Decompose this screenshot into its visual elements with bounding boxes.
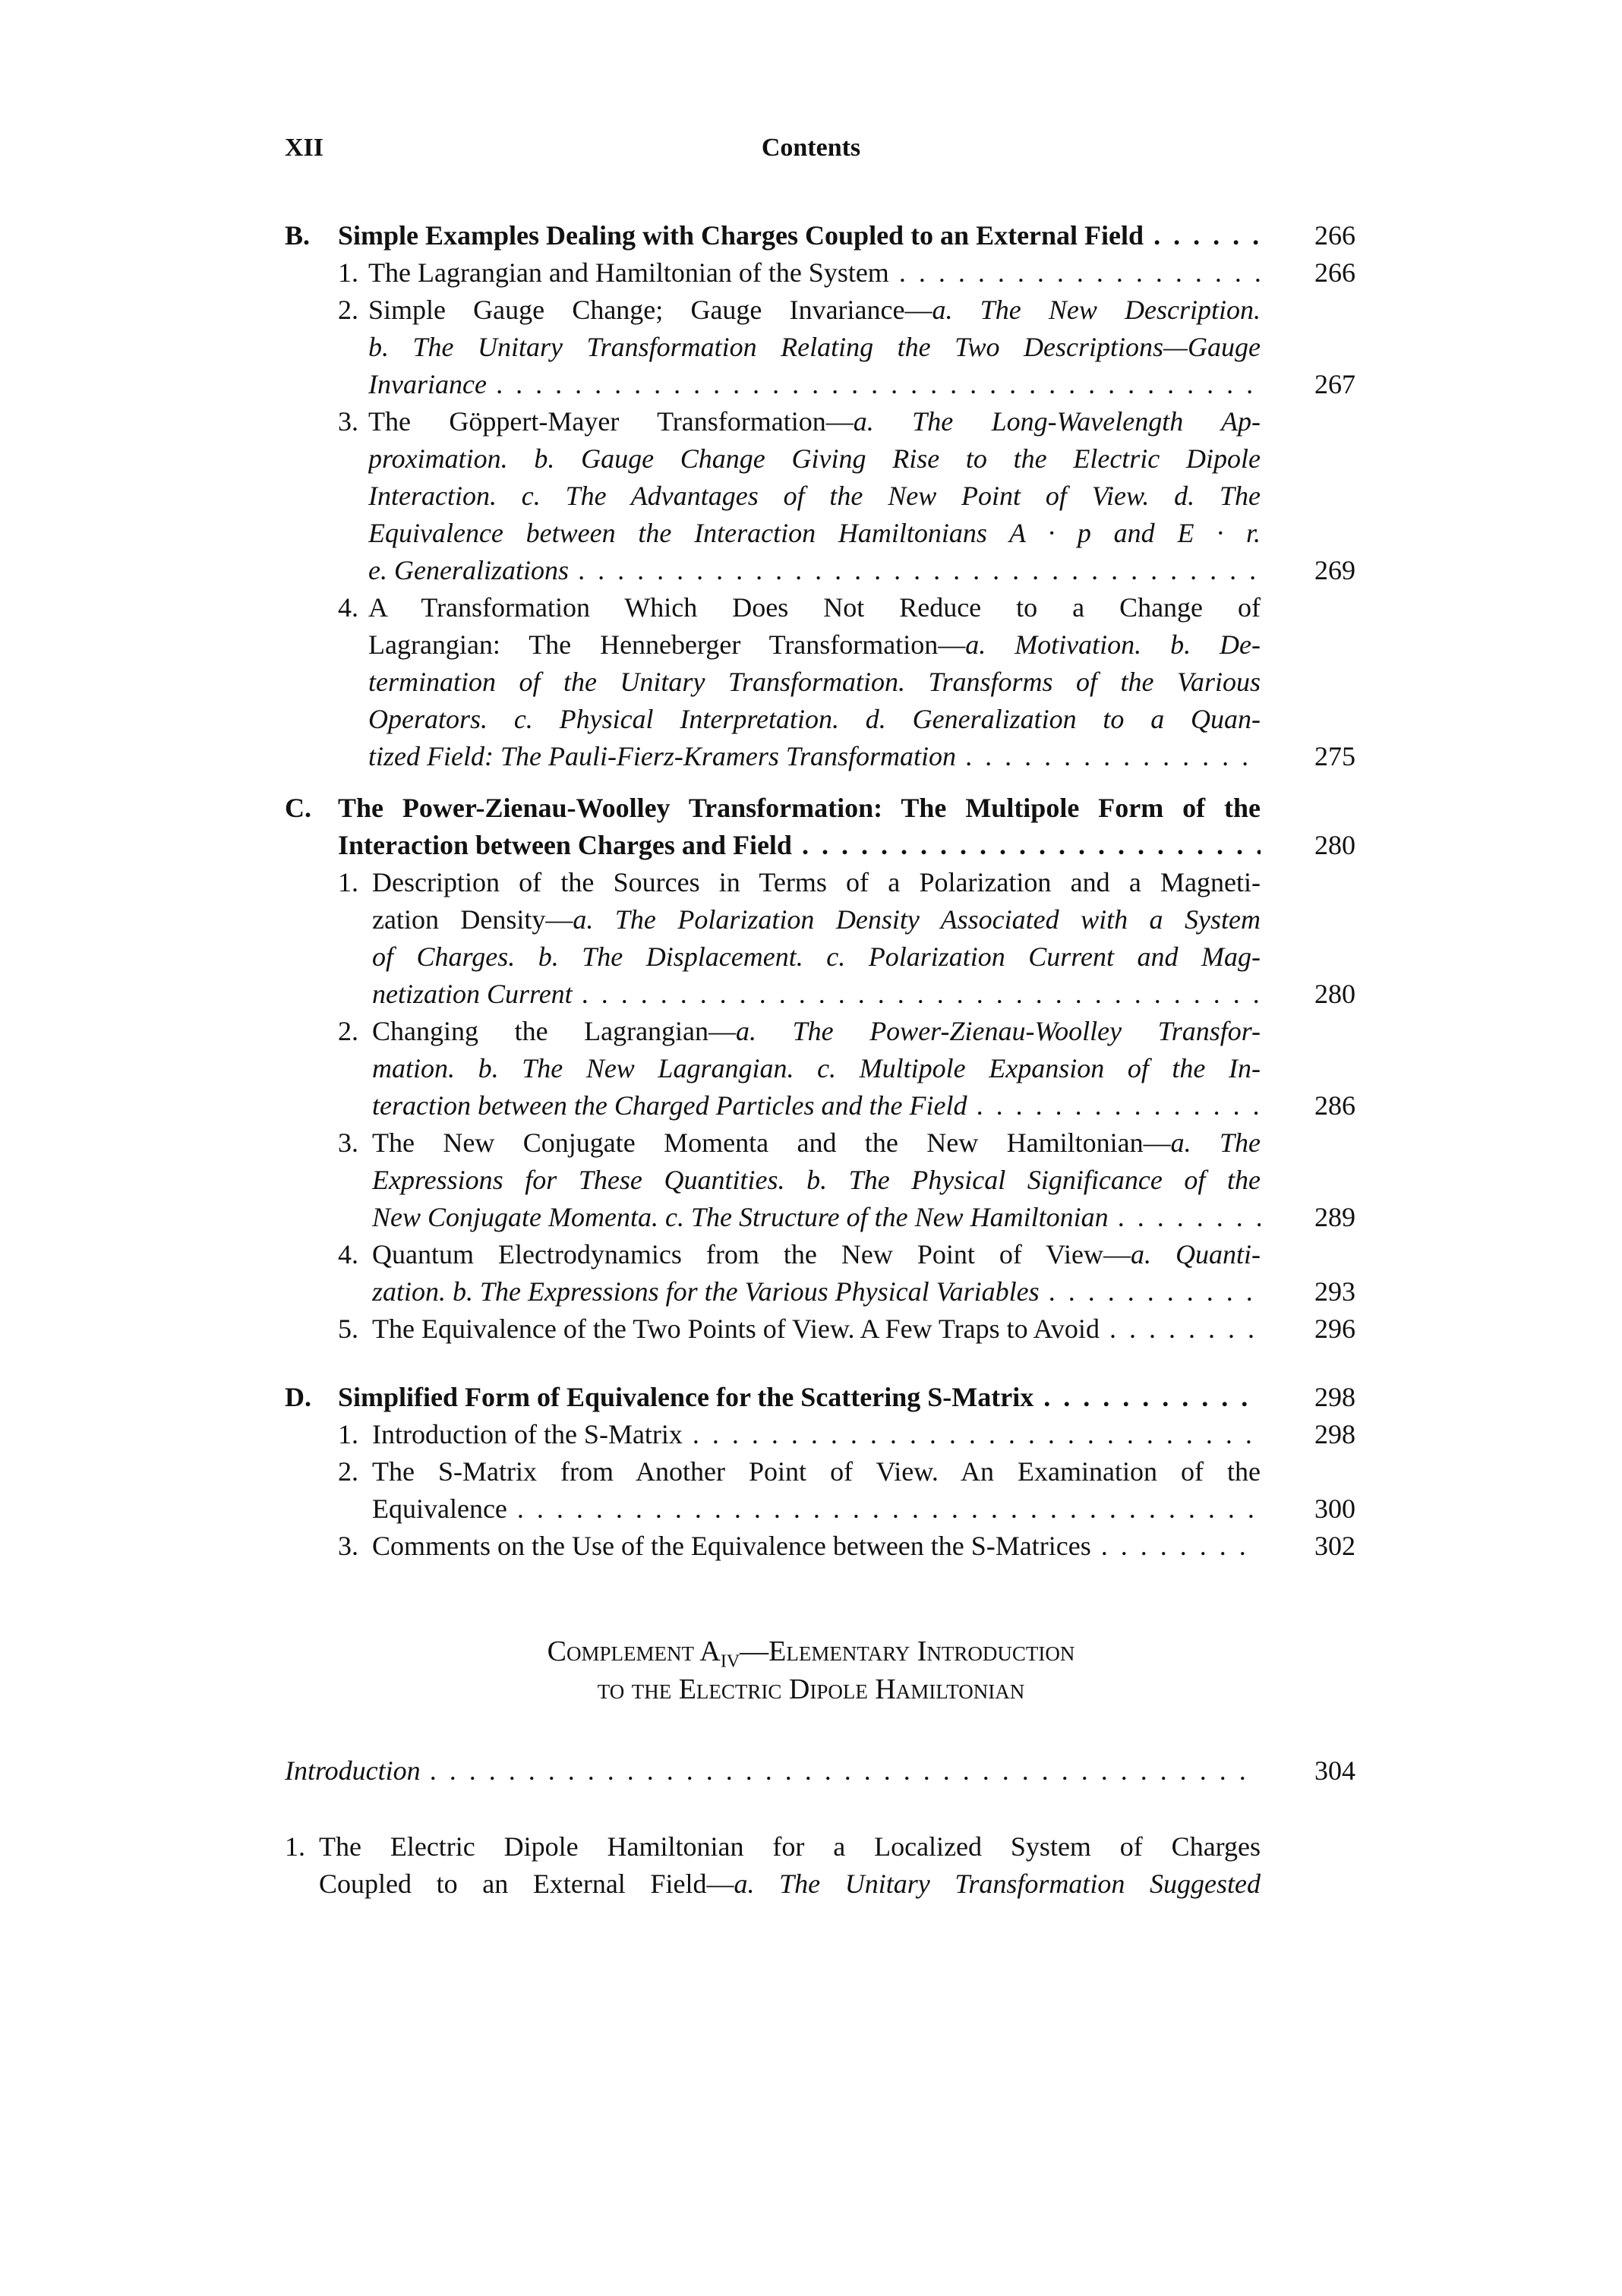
toc-entry-continued	[285, 515, 1355, 552]
entry-text-italic: tized Field: The Pauli-Fierz-Kramers Transformation . . .	[368, 741, 1261, 771]
entry-text-italic: Introduction . . .	[285, 1755, 1261, 1786]
toc-entry	[285, 1310, 1355, 1348]
entry-text: Lagrangian: The Henneberger Transformation—	[368, 629, 966, 660]
entry-text: zation Density—	[372, 904, 573, 935]
entry-text-italic: zation. b. The Expressions for the Various Physical Variables . . .	[372, 1276, 1261, 1307]
entry-text-italic: a. The Unitary Transformation Suggested	[734, 1869, 1261, 1899]
page-ref: 304	[1314, 1755, 1355, 1786]
toc-entry-continued	[285, 1050, 1355, 1087]
entry-text: Changing the Lagrangian—	[372, 1016, 737, 1046]
entry-text: The Electric Dipole Hamiltonian for a Localized System of Charges	[319, 1831, 1261, 1862]
toc-entry	[285, 1453, 1355, 1490]
complement-title-part: —Elementary Introduction	[740, 1635, 1075, 1667]
entry-number: 1.	[338, 867, 358, 897]
entry-text-italic: Invariance . . .	[368, 369, 1261, 399]
toc-entry-continued	[285, 1162, 1355, 1199]
section-b-heading	[285, 217, 1355, 254]
toc-entry	[285, 1528, 1355, 1565]
toc-entry-continued	[285, 664, 1355, 701]
entry-text-italic: netization Current . . .	[372, 979, 1261, 1009]
toc-entry-continued	[285, 1490, 1355, 1528]
page-ref: 267	[1314, 369, 1355, 399]
section-title: Interaction between Charges and Field . . .	[338, 830, 1261, 860]
section-d-heading	[285, 1379, 1355, 1416]
toc-entry-continued	[285, 478, 1355, 515]
entry-number: 4.	[338, 1239, 358, 1269]
entry-text-italic: Interaction. c. The Advantages of the New Point of View. d. The	[368, 481, 1261, 511]
page-ref: 298	[1314, 1382, 1355, 1412]
section-c-heading-continued	[285, 827, 1355, 864]
entry-text: Description of the Sources in Terms of a Polarization and a Magneti-	[372, 867, 1261, 897]
page-ref: 298	[1314, 1419, 1355, 1449]
toc-entry	[285, 403, 1355, 440]
entry-text: The New Conjugate Momenta and the New Hamiltonian—	[372, 1128, 1171, 1158]
entry-text-italic: e. Generalizations . . .	[368, 555, 1261, 585]
page-ref: 289	[1314, 1202, 1355, 1232]
entry-number: 3.	[338, 1128, 358, 1158]
entry-number: 4.	[338, 592, 358, 623]
page-ref: 286	[1314, 1090, 1355, 1121]
entry-text-italic: a. Quanti-	[1131, 1239, 1261, 1269]
entry-text-italic: proximation. b. Gauge Change Giving Rise to the Electric Dipole	[368, 443, 1261, 474]
entry-text: Coupled to an External Field—	[319, 1869, 734, 1899]
entry-text-italic: a. The New Description.	[932, 295, 1261, 325]
entry-number: 2.	[338, 295, 358, 325]
toc-entry	[285, 1752, 1355, 1790]
running-title: Contents	[761, 134, 861, 162]
page-ref: 266	[1314, 257, 1355, 288]
section-label: D.	[285, 1382, 311, 1412]
section-title: Simplified Form of Equivalence for the Scattering S-Matrix . . .	[338, 1382, 1261, 1412]
toc-entry	[285, 1013, 1355, 1050]
entry-text: Comments on the Use of the Equivalence between the S-Matrices . . .	[372, 1531, 1261, 1561]
toc-entry	[285, 292, 1355, 329]
entry-number: 2.	[338, 1016, 358, 1046]
page-ref: 266	[1314, 220, 1355, 251]
entry-text-italic: of Charges. b. The Displacement. c. Polarization Current and Mag-	[372, 941, 1261, 972]
entry-text-italic: termination of the Unitary Transformation. Transforms of the Various	[368, 667, 1261, 697]
entry-text: The Göppert-Mayer Transformation—	[368, 406, 854, 437]
entry-text-italic: Expressions for These Quantities. b. The Physical Significance of the	[372, 1165, 1261, 1195]
toc-entry	[285, 1416, 1355, 1453]
entry-number: 1.	[285, 1831, 305, 1862]
toc-entry-continued	[285, 738, 1355, 775]
toc-entry	[285, 1828, 1355, 1866]
section-c-heading	[285, 790, 1355, 827]
entry-text-italic: Operators. c. Physical Interpretation. d. Generalization to a Quan-	[368, 704, 1261, 734]
page-ref: 269	[1314, 555, 1355, 585]
page-number: XII	[285, 134, 324, 162]
toc-entry	[285, 1124, 1355, 1162]
toc-entry-continued	[285, 701, 1355, 738]
section-title: The Power-Zienau-Woolley Transformation: The Multipole Form of the	[338, 793, 1261, 823]
toc-entry	[285, 589, 1355, 626]
entry-text-italic: New Conjugate Momenta. c. The Structure of the New Hamiltonian . . .	[372, 1202, 1261, 1232]
toc-entry-continued	[285, 366, 1355, 403]
section-title: Simple Examples Dealing with Charges Coupled to an External Field . . .	[338, 220, 1261, 251]
entry-number: 5.	[338, 1314, 358, 1344]
page-ref: 293	[1314, 1276, 1355, 1307]
toc-entry-continued	[285, 976, 1355, 1013]
section-label: B.	[285, 220, 311, 251]
toc-entry-continued	[285, 938, 1355, 976]
toc-entry-continued	[285, 440, 1355, 478]
toc-entry	[285, 1236, 1355, 1273]
toc-entry-continued	[285, 552, 1355, 589]
toc-entry	[285, 254, 1355, 292]
entry-number: 1.	[338, 257, 358, 288]
entry-text-italic: a. The	[1170, 1128, 1261, 1158]
entry-text: The Lagrangian and Hamiltonian of the System . . .	[368, 257, 1261, 288]
entry-number: 3.	[338, 1531, 358, 1561]
entry-number: 3.	[338, 406, 358, 437]
entry-text-italic: Equivalence between the Interaction Hamiltonians A · p and E · r.	[368, 518, 1261, 548]
entry-text: A Transformation Which Does Not Reduce to a Change of	[368, 592, 1261, 623]
entry-text-italic: a. The Long-Wavelength Ap-	[853, 406, 1261, 437]
entry-text-italic: mation. b. The New Lagrangian. c. Multipole Expansion of the In-	[372, 1053, 1261, 1083]
toc-entry-continued	[285, 1087, 1355, 1124]
entry-text: Equivalence . . .	[372, 1493, 1261, 1524]
entry-text-italic: teraction between the Charged Particles and the Field . . .	[372, 1090, 1261, 1121]
entry-number: 2.	[338, 1456, 358, 1487]
toc-entry-continued	[285, 1199, 1355, 1236]
entry-text-italic: a. Motivation. b. De-	[965, 629, 1261, 660]
page-ref: 280	[1314, 830, 1355, 860]
entry-text-italic: a. The Polarization Density Associated with a System	[573, 904, 1261, 935]
page-ref: 300	[1314, 1493, 1355, 1524]
page-ref: 280	[1314, 979, 1355, 1009]
toc-entry-continued	[285, 329, 1355, 366]
toc-entry	[285, 864, 1355, 901]
entry-text: Simple Gauge Change; Gauge Invariance—	[368, 295, 932, 325]
toc-entry-continued	[285, 626, 1355, 664]
page-ref: 275	[1314, 741, 1355, 771]
entry-text-italic: b. The Unitary Transformation Relating the Two Descriptions—Gauge	[368, 332, 1261, 362]
complement-title-part: Complement A	[547, 1635, 721, 1667]
entry-text: Quantum Electrodynamics from the New Point of View—	[372, 1239, 1131, 1269]
entry-text: Introduction of the S-Matrix . . .	[372, 1419, 1261, 1449]
complement-subscript: IV	[720, 1651, 740, 1672]
toc-entry-continued	[285, 901, 1355, 938]
entry-number: 1.	[338, 1419, 358, 1449]
entry-text: The Equivalence of the Two Points of View. A Few Traps to Avoid . . .	[372, 1314, 1261, 1344]
toc-entry-continued	[285, 1866, 1355, 1903]
entry-text-italic: a. The Power-Zienau-Woolley Transfor-	[736, 1016, 1261, 1046]
page-ref: 302	[1314, 1531, 1355, 1561]
page-ref: 296	[1314, 1314, 1355, 1344]
entry-text: The S-Matrix from Another Point of View. An Examination of the	[372, 1456, 1261, 1487]
complement-heading-line2: to the Electric Dipole Hamiltonian	[597, 1673, 1025, 1705]
section-label: C.	[285, 793, 311, 823]
toc-entry-continued	[285, 1273, 1355, 1310]
